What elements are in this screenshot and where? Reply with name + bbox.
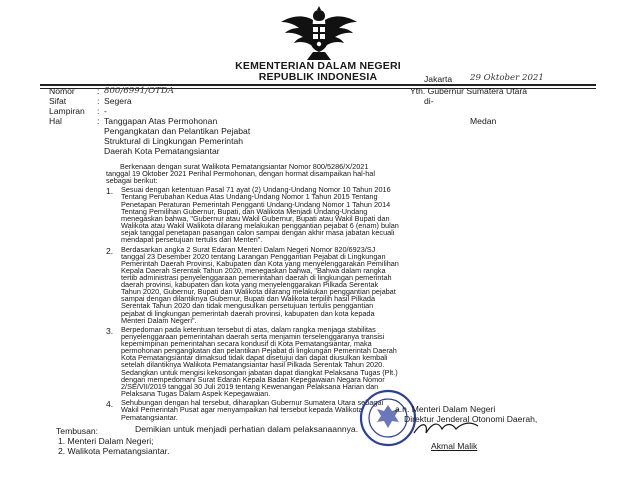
text-line: dengan mempedomani Surat Edaran Kepala Badan Kepegawaian Negara Nomor (121, 374, 385, 384)
text-line: Walikota atau Wakil Walikota dilarang melakukan penggantian pejabat 6 (enam) bulan (121, 220, 399, 230)
text-line: Pemerintah Daerah Provinsi, Kabupaten dan Kota yang menyelenggarakan Pemilihan (121, 258, 399, 268)
hal-line: Tanggapan Atas Permohonan (104, 116, 218, 126)
nomor-colon: : (97, 86, 100, 96)
text-line: setelah dilantiknya Walikota Pematangsiantar hasil Pilkada Serentak Tahun 2020. (121, 360, 385, 370)
cc-item: 2. Walikota Pematangsiantar. (58, 446, 170, 456)
text-line: Berpedoman pada ketentuan tersebut di atas, dalam rangka menjaga stabilitas (121, 325, 376, 335)
text-line: Sedangkan untuk mengisi kekosongan jabatan dapat diangkat Pelaksana Tugas (Plt.) (121, 367, 398, 377)
text-line: 2/SE/VII/2019 tanggal 30 Juli 2019 tentang Kewenangan Pelaksana Harian dan (121, 381, 379, 391)
text-line: Tentang Perubahan Kedua Atas Undang-Undang Nomor 1 Tahun 2015 Tentang (121, 192, 378, 202)
text-line: Kota Pematangsiantar dimaksud tidak dapat disetujui dan dapat diusulkan kembali (121, 353, 388, 363)
closing-line: Demikian untuk menjadi perhatian dalam pelaksanaannya. (135, 423, 359, 434)
addressee-line: Yth. Gubernur Sumatera Utara (410, 86, 528, 96)
text-line: Pelaksana Tugas Dalam Aspek Kepegawaian. (121, 388, 271, 398)
signature-position: Direktur Jenderal Otonomi Daerah, (404, 414, 538, 424)
text-line: permohonan pengangkatan dan pelantikan Pejabat di lingkungan Pemerintah Daerah (121, 346, 397, 356)
text-line: Kepala Daerah Serentak Tahun 2020, menegaskan bahwa, "Bahwa dalam rangka (121, 265, 386, 275)
letterhead-ministry: KEMENTERIAN DALAM NEGERI (235, 60, 401, 72)
text-line: Tahun 2020, Gubernur, Bupati dan Walikota dilarang melakukan penggantian pejabat (121, 287, 396, 297)
text-line: tanggal 19 Oktober 2021 Perihal Permohonan, dengan hormat disampaikan hal-hal (106, 169, 375, 179)
sifat-colon: : (97, 96, 100, 106)
cc-item: 1. Menteri Dalam Negeri; (58, 436, 154, 446)
text-line: menegaskan bahwa, "Gubernur atau Wakil Gubernur, Bupati atau Wakil Bupati dan (121, 213, 390, 223)
item-paragraph (121, 326, 398, 397)
text-line: pejabat di lingkungan pemerintah daerah provinsi, kabupaten dan kota kepada (121, 308, 375, 318)
sifat-label: Sifat (49, 96, 67, 106)
cc-title: Tembusan: (56, 426, 99, 436)
text-line: sejak tanggal penetapan pasangan calon sampai dengan akhir masa jabatan kecuali (121, 227, 395, 237)
sifat-value: Segera (104, 96, 132, 106)
text-line: sampai dengan dilantiknya Gubernur, Bupati dan Walikota terpilih hasil Pilkada (121, 294, 376, 304)
hal-line: Struktural di Lingkungan Pemerintah (104, 136, 244, 146)
item-paragraph (121, 186, 399, 243)
nomor-value: 800/6991/OTDA (104, 86, 174, 96)
signature-name: Akmal Malik (431, 441, 478, 451)
text-line: Berdasarkan angka 2 Surat Edaran Menteri Dalam Negeri Nomor 820/6923/SJ (121, 244, 376, 254)
garuda-emblem-icon (277, 2, 361, 62)
text-line: Sesuai dengan ketentuan Pasal 71 ayat (2) Undang-Undang Nomor 10 Tahun 2016 (121, 185, 391, 195)
text-line: Tentang Pemilihan Gubernur, Bupati, dan Walikota Menjadi Undang-Undang (121, 206, 368, 216)
text-line: Menteri Dalam Negeri". (121, 315, 197, 325)
item-number: 3. (106, 326, 114, 337)
text-line: Wakil Pemerintah Pusat agar menyampaikan hal tersebut kepada Walikota (121, 405, 363, 415)
letterhead-country: REPUBLIK INDONESIA (258, 71, 378, 83)
signature-an: a.n. Menteri Dalam Negeri (395, 404, 496, 414)
text-line: mendapat persetujuan tertulis dari Menteri". (121, 234, 263, 244)
hal-line: Pengangkatan dan Pelantikan Pejabat (104, 126, 251, 136)
text-line: sebagai berikut: (106, 176, 158, 186)
date-value: 29 Oktober 2021 (470, 73, 544, 83)
nomor-label: Nomor (49, 86, 75, 96)
addressee-city: Medan (470, 116, 497, 126)
item-number: 1. (106, 186, 114, 197)
text-line: Penetapan Peraturan Pemerintah Pengganti Undang-Undang Nomor 1 Tahun 2014 (121, 199, 391, 209)
text-line: tanggal 23 Desember 2020 tentang Larangan Penggantian Pejabat di Lingkungan (121, 251, 386, 261)
item-number: 4. (106, 399, 114, 410)
text-line: Berkenaan dengan surat Walikota Pematangsiantar Nomor 800/5286/X/2021 (120, 162, 369, 171)
text-line: Sehubungan dengan hal tersebut, diharapkan Gubernur Sumatera Utara sebagai (121, 398, 384, 408)
lampiran-label: Lampiran (49, 106, 85, 116)
text-line: penyelenggaraan pemerintahan daerah serta menjamin terselenggaranya transisi (121, 332, 385, 342)
text-line: Serentak Tahun 2020 dan tidak mengusulkan persetujuan tertulis penggantian (121, 301, 374, 311)
hal-label: Hal (49, 116, 62, 126)
item-paragraph (121, 399, 383, 420)
item-paragraph (121, 246, 399, 324)
addressee-di: di- (424, 96, 434, 106)
text-line: Pematangsiantar. (121, 412, 178, 422)
text-line: tertib administrasi penyelenggaraan pemerintahan daerah di lingkungan pemerintah (121, 273, 392, 283)
text-line: daerah provinsi, kabupaten dan kota yang menyelenggarakan Pilkada Serentak (121, 280, 379, 290)
text-line: kepemimpinan pemerintahan secara kondusif di Kota Pematangsiantar, maka (121, 339, 372, 349)
hal-colon: : (97, 116, 100, 126)
hal-line: Daerah Kota Pematangsiantar (104, 146, 220, 156)
intro-paragraph (106, 163, 375, 184)
date-place: Jakarta (424, 74, 453, 84)
item-number: 2. (106, 245, 114, 256)
lampiran-colon: : (97, 106, 100, 116)
lampiran-value: - (104, 106, 107, 116)
